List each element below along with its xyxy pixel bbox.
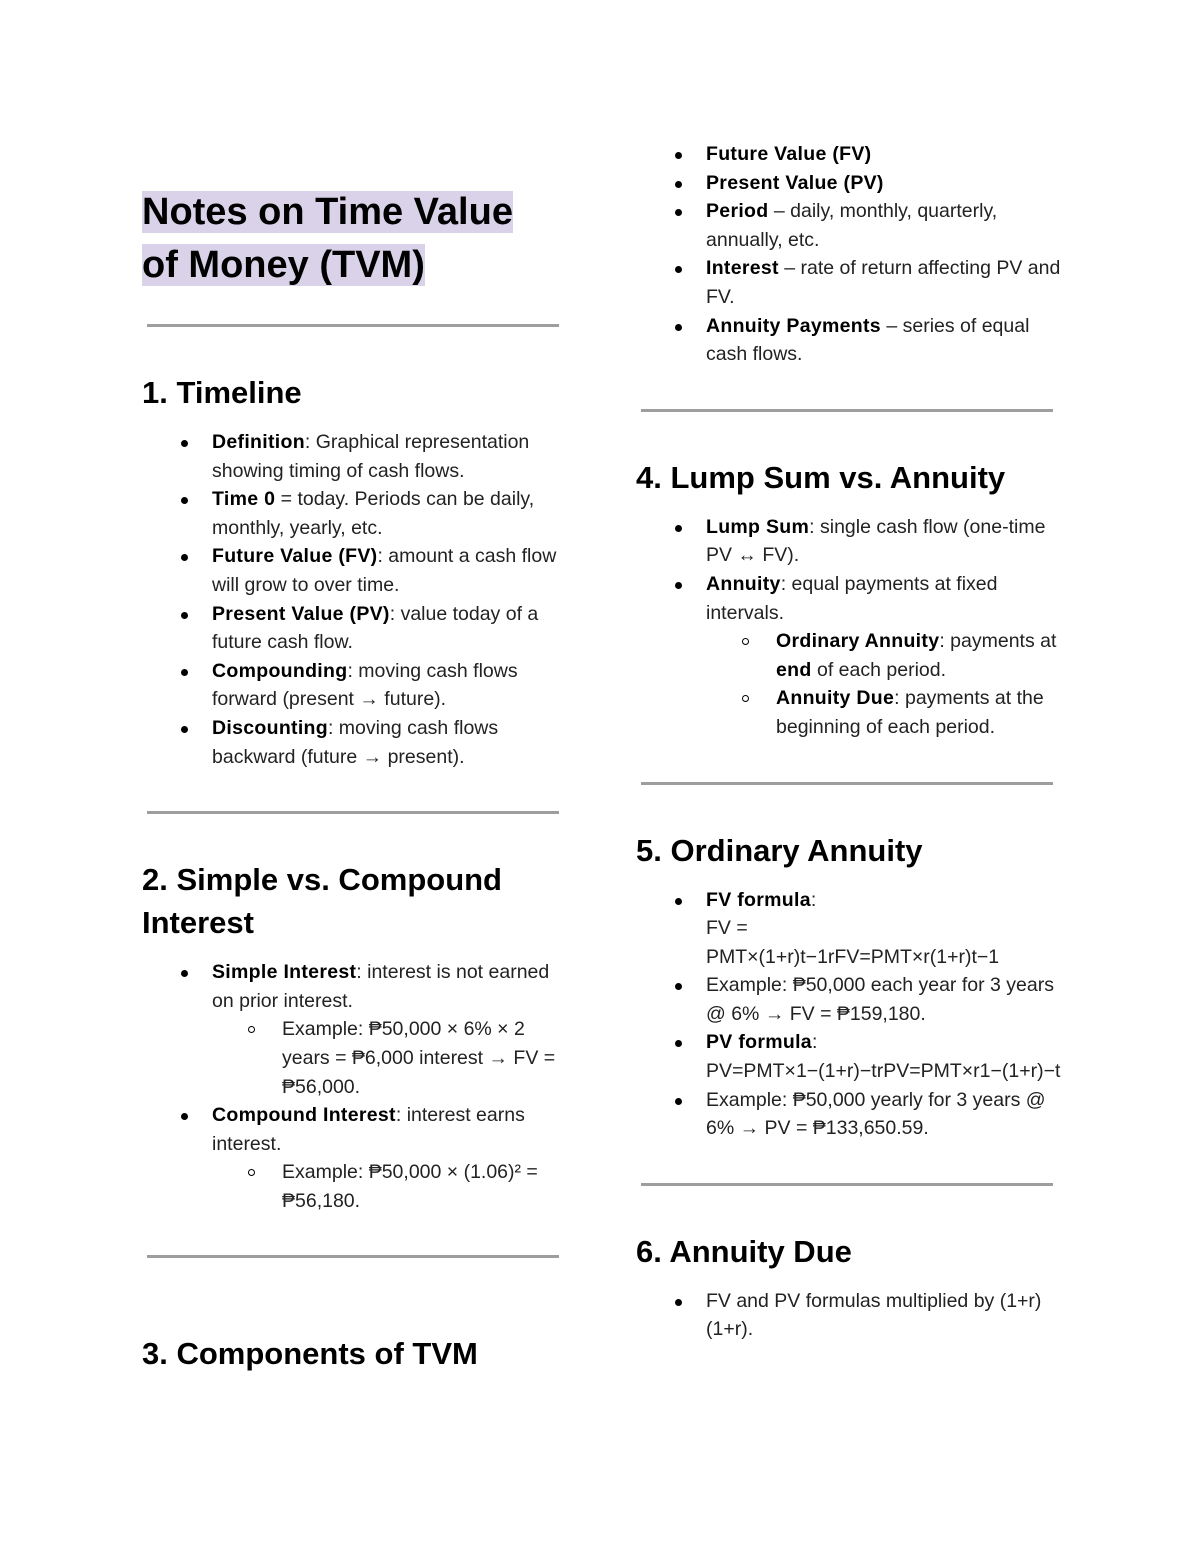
list-item: Example: ₱50,000 each year for 3 years @ 6% → FV = ₱159,180. bbox=[636, 971, 1066, 1028]
list-item: Period – daily, monthly, quarterly, annually, etc. bbox=[636, 197, 1066, 254]
section-interest bbox=[142, 858, 562, 1215]
list-item: Future Value (FV) bbox=[636, 140, 1066, 169]
list-item: Compound Interest: interest earns interest. Example: ₱50,000 × (1.06)² = ₱56,180. bbox=[142, 1101, 562, 1215]
ordinary-annuity-list bbox=[636, 886, 1066, 1143]
section-annuity-due bbox=[636, 1230, 1066, 1344]
list-item: Future Value (FV): amount a cash flow will grow to over time. bbox=[142, 542, 562, 599]
section-timeline bbox=[142, 371, 562, 771]
sub-list-item: Annuity Due: payments at the beginning of each period. bbox=[706, 684, 1066, 741]
section-ordinary-annuity bbox=[636, 829, 1066, 1143]
list-item: Discounting: moving cash flows backward (future → present). bbox=[142, 714, 562, 771]
section-heading-timeline: 1. Timeline bbox=[142, 375, 302, 410]
sub-list bbox=[212, 1158, 562, 1215]
list-item: Definition: Graphical representation showing timing of cash flows. bbox=[142, 428, 562, 485]
sub-list-item: Ordinary Annuity: payments at end of each period. bbox=[706, 627, 1066, 684]
list-item: Example: ₱50,000 yearly for 3 years @ 6% → PV = ₱133,650.59. bbox=[636, 1086, 1066, 1143]
section-heading-components: 3. Components of TVM bbox=[142, 1336, 478, 1372]
section-heading-annuity-due: 6. Annuity Due bbox=[636, 1233, 852, 1269]
sub-list-item: Example: ₱50,000 × (1.06)² = ₱56,180. bbox=[212, 1158, 562, 1215]
section-lump-sum bbox=[636, 456, 1066, 742]
list-item: Compounding: moving cash flows forward (present → future). bbox=[142, 657, 562, 714]
left-column bbox=[142, 186, 562, 1375]
sub-list-item: Example: ₱50,000 × 6% × 2 years = ₱6,000 interest → FV = ₱56,000. bbox=[212, 1015, 562, 1101]
section-heading-lump-sum: 4. Lump Sum vs. Annuity bbox=[636, 459, 1006, 495]
section-heading-ordinary-annuity: 5. Ordinary Annuity bbox=[636, 832, 923, 868]
list-item: FV formula: FV = PMT×(1+r)t−1rFV=PMT×r(1+r)t−1 bbox=[636, 886, 1066, 972]
section-components-heading bbox=[142, 1332, 562, 1375]
list-item: Interest – rate of return affecting PV and FV. bbox=[636, 254, 1066, 311]
list-item: Simple Interest: interest is not earned on prior interest. Example: ₱50,000 × 6% × 2 years = ₱6,000 interest → FV = ₱56,000. bbox=[142, 958, 562, 1101]
list-item: Present Value (PV) bbox=[636, 169, 1066, 198]
components-list bbox=[636, 140, 1066, 369]
page-title bbox=[142, 186, 562, 292]
list-item: Annuity: equal payments at fixed intervals. Ordinary Annuity: payments at end of each period. Annuity Due: payments at the beginning of each period. bbox=[636, 570, 1066, 742]
sub-list bbox=[706, 627, 1066, 741]
section-heading-interest: 2. Simple vs. Compound Interest bbox=[142, 862, 502, 941]
list-item: Time 0 = today. Periods can be daily, monthly, yearly, etc. bbox=[142, 485, 562, 542]
lump-sum-list bbox=[636, 513, 1066, 742]
right-column bbox=[636, 140, 1066, 1344]
interest-list bbox=[142, 958, 562, 1215]
annuity-due-list bbox=[636, 1287, 1066, 1344]
list-item: Present Value (PV): value today of a future cash flow. bbox=[142, 600, 562, 657]
timeline-list bbox=[142, 428, 562, 771]
list-item: PV formula: PV=PMT×1−(1+r)−trPV=PMT×r1−(1+r)−t bbox=[636, 1028, 1066, 1085]
sub-list bbox=[212, 1015, 562, 1101]
list-item: FV and PV formulas multiplied by (1+r)(1+r). bbox=[636, 1287, 1066, 1344]
list-item: Annuity Payments – series of equal cash flows. bbox=[636, 312, 1066, 369]
page-title-line-1: Notes on Time Value bbox=[142, 191, 513, 233]
list-item: Lump Sum: single cash flow (one-time PV ↔ FV). bbox=[636, 513, 1066, 570]
page-title-line-2: of Money (TVM) bbox=[142, 244, 425, 286]
